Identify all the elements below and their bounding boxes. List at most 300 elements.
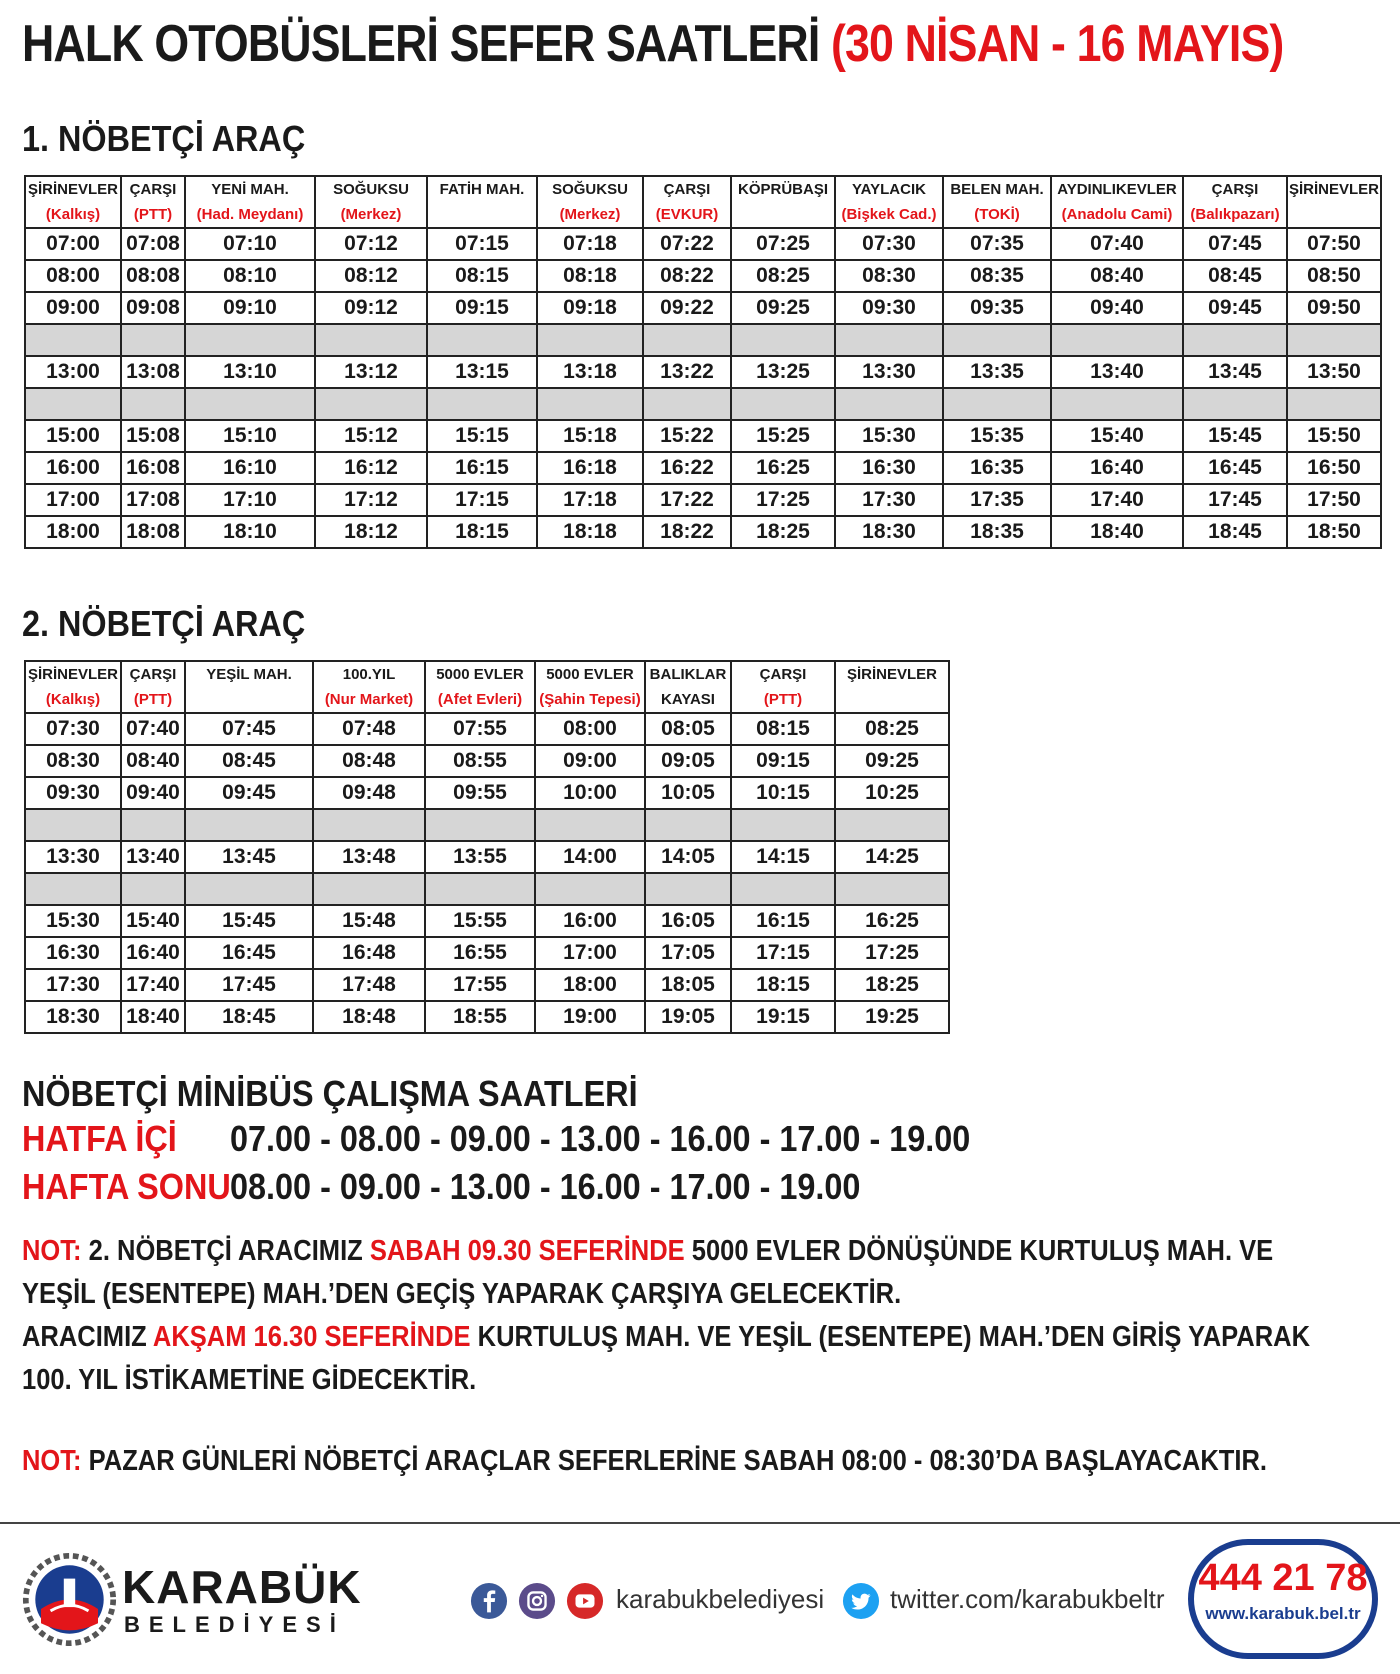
time-cell: 17:45 [185,969,313,1001]
time-cell: 13:30 [25,841,121,873]
time-cell: 09:08 [121,292,185,324]
minibus-weekend-row [22,1166,861,1208]
page-title [22,14,1283,74]
stop-subtitle: KAYASI [661,691,715,708]
empty-cell [835,388,943,420]
youtube-icon[interactable] [566,1582,604,1620]
time-cell: 19:05 [645,1001,731,1033]
time-cell: 09:15 [427,292,537,324]
time-cell: 09:00 [535,745,645,777]
column-header [1051,176,1183,228]
time-cell: 16:45 [1183,452,1287,484]
time-cell: 18:10 [185,516,315,548]
empty-cell [645,873,731,905]
stop-name: YENİ MAH. [211,181,289,198]
time-cell: 17:25 [731,484,835,516]
note-1-label: NOT: [22,1235,82,1267]
time-cell: 15:40 [1051,420,1183,452]
time-cell: 13:45 [1183,356,1287,388]
time-cell: 15:15 [427,420,537,452]
empty-cell [1287,324,1381,356]
time-cell: 09:48 [313,777,425,809]
time-cell: 15:50 [1287,420,1381,452]
stop-subtitle: (Şahin Tepesi) [539,691,641,708]
time-cell: 08:00 [25,260,121,292]
minibus-title: NÖBETÇİ MİNİBÜS ÇALIŞMA SAATLERİ [22,1073,638,1114]
time-cell: 13:08 [121,356,185,388]
time-cell: 16:18 [537,452,643,484]
time-cell: 07:48 [313,713,425,745]
empty-cell [427,388,537,420]
time-cell: 19:15 [731,1001,835,1033]
time-cell: 08:22 [643,260,731,292]
time-cell: 16:00 [535,905,645,937]
stop-name: ÇARŞI [759,666,807,683]
facebook-icon[interactable] [470,1582,508,1620]
time-cell: 13:15 [427,356,537,388]
column-header [731,661,835,713]
empty-cell [121,388,185,420]
time-cell: 16:45 [185,937,313,969]
time-cell: 16:12 [315,452,427,484]
time-cell: 18:45 [185,1001,313,1033]
municipality-logo-icon [22,1552,117,1647]
time-cell: 17:40 [1051,484,1183,516]
time-cell: 18:30 [835,516,943,548]
website-link[interactable]: www.karabuk.bel.tr [1205,1604,1361,1623]
time-cell: 14:00 [535,841,645,873]
column-header [25,176,121,228]
time-cell: 08:40 [1051,260,1183,292]
time-cell: 16:25 [731,452,835,484]
time-cell: 18:15 [731,969,835,1001]
note-2 [22,1440,1267,1483]
stop-subtitle: (PTT) [763,691,803,708]
time-cell: 07:45 [185,713,313,745]
stop-name: ŞİRİNEVLER [846,666,937,683]
time-cell: 09:30 [835,292,943,324]
stop-subtitle [732,202,834,227]
stop-name: FATİH MAH. [439,181,525,198]
empty-cell [835,809,949,841]
stop-subtitle [1288,202,1380,227]
column-header [121,661,185,713]
table-row [25,1001,949,1033]
empty-cell [121,324,185,356]
column-header [25,661,121,713]
stop-name: 5000 EVLER [436,666,524,683]
empty-cell [535,873,645,905]
empty-cell [835,324,943,356]
time-cell: 17:45 [1183,484,1287,516]
time-cell: 07:25 [731,228,835,260]
time-cell: 18:18 [537,516,643,548]
note-1-line-3-highlight: AKŞAM 16.30 SEFERİNDE [152,1321,471,1353]
time-cell: 16:10 [185,452,315,484]
time-cell: 18:40 [1051,516,1183,548]
time-cell: 15:35 [943,420,1051,452]
time-cell: 07:00 [25,228,121,260]
empty-cell [25,809,121,841]
time-cell: 15:55 [425,905,535,937]
table1-header-row [25,176,1381,228]
stop-name: ŞİRİNEVLER [1288,181,1379,198]
column-header [185,176,315,228]
empty-cell [185,809,313,841]
table-row [25,937,949,969]
time-cell: 13:12 [315,356,427,388]
time-cell: 15:08 [121,420,185,452]
column-header [943,176,1051,228]
time-cell: 16:35 [943,452,1051,484]
time-cell: 18:15 [427,516,537,548]
time-cell: 09:22 [643,292,731,324]
time-cell: 17:00 [535,937,645,969]
empty-cell [1183,324,1287,356]
table-row [25,745,949,777]
empty-cell [537,388,643,420]
time-cell: 18:45 [1183,516,1287,548]
empty-cell [643,324,731,356]
empty-cell [313,873,425,905]
separator-row [25,324,1381,356]
time-cell: 13:10 [185,356,315,388]
stop-subtitle: (Anadolu Cami) [1061,206,1173,223]
note-1-line-4: 100. YIL İSTİKAMETİNE GİDECEKTİR. [22,1364,477,1396]
weekend-label: HAFTA SONU [22,1166,231,1207]
stop-subtitle [186,687,312,712]
time-cell: 19:25 [835,1001,949,1033]
empty-cell [25,388,121,420]
column-header [835,661,949,713]
time-cell: 18:50 [1287,516,1381,548]
time-cell: 13:50 [1287,356,1381,388]
weekday-label: HATFA İÇİ [22,1118,177,1159]
time-cell: 17:48 [313,969,425,1001]
phone-badge[interactable] [1188,1539,1378,1659]
time-cell: 16:00 [25,452,121,484]
time-cell: 18:00 [535,969,645,1001]
time-cell: 15:00 [25,420,121,452]
time-cell: 08:35 [943,260,1051,292]
table-row [25,713,949,745]
time-cell: 16:50 [1287,452,1381,484]
stop-name: AYDINLIKEVLER [1057,181,1177,198]
column-header [537,176,643,228]
empty-cell [315,388,427,420]
column-header [185,661,313,713]
stop-subtitle [428,202,536,227]
stop-name: SOĞUKSU [552,181,628,198]
stop-name: ÇARŞI [129,181,177,198]
stop-subtitle: (Afet Evleri) [437,691,523,708]
weekday-times: 07.00 - 08.00 - 09.00 - 13.00 - 16.00 - 17.00 - 19.00 [230,1118,971,1159]
time-cell: 10:25 [835,777,949,809]
time-cell: 08:50 [1287,260,1381,292]
schedule-table-1 [24,175,1382,549]
time-cell: 07:30 [25,713,121,745]
time-cell: 08:15 [731,713,835,745]
time-cell: 09:45 [185,777,313,809]
footer [0,1524,1400,1674]
empty-cell [25,324,121,356]
time-cell: 16:15 [731,905,835,937]
time-cell: 15:45 [185,905,313,937]
table-row [25,484,1381,516]
time-cell: 16:05 [645,905,731,937]
social-handle[interactable]: karabukbelediyesi [616,1584,825,1614]
time-cell: 18:25 [731,516,835,548]
time-cell: 18:30 [25,1001,121,1033]
empty-cell [835,873,949,905]
time-cell: 09:25 [835,745,949,777]
time-cell: 17:10 [185,484,315,516]
brand-subtitle: BELEDİYESİ [124,1612,345,1637]
stop-name: ÇARŞI [129,666,177,683]
time-cell: 15:48 [313,905,425,937]
empty-cell [185,873,313,905]
stop-name: 5000 EVLER [546,666,634,683]
empty-cell [731,324,835,356]
time-cell: 08:10 [185,260,315,292]
title-date-range: (30 NİSAN - 16 MAYIS) [830,15,1284,73]
note-1 [22,1230,1310,1402]
separator-row [25,873,949,905]
time-cell: 15:10 [185,420,315,452]
stop-name: BALIKLAR [649,666,727,683]
time-cell: 18:22 [643,516,731,548]
time-cell: 17:25 [835,937,949,969]
time-cell: 15:25 [731,420,835,452]
stop-subtitle: (Merkez) [559,206,621,223]
column-header [425,661,535,713]
empty-cell [425,809,535,841]
stop-name: 100.YIL [342,666,396,683]
empty-cell [1287,388,1381,420]
time-cell: 13:35 [943,356,1051,388]
phone-number: 444 21 78 [1198,1557,1368,1599]
time-cell: 08:05 [645,713,731,745]
minibus-weekday-row [22,1118,971,1160]
time-cell: 18:05 [645,969,731,1001]
time-cell: 07:15 [427,228,537,260]
time-cell: 07:08 [121,228,185,260]
time-cell: 09:40 [1051,292,1183,324]
time-cell: 18:00 [25,516,121,548]
empty-cell [535,809,645,841]
empty-cell [643,388,731,420]
empty-cell [731,873,835,905]
time-cell: 08:30 [835,260,943,292]
column-header [313,661,425,713]
time-cell: 09:10 [185,292,315,324]
time-cell: 18:25 [835,969,949,1001]
empty-cell [185,388,315,420]
time-cell: 17:35 [943,484,1051,516]
table-row [25,841,949,873]
time-cell: 17:30 [25,969,121,1001]
stop-name: YEŞİL MAH. [206,666,292,683]
weekend-times: 08.00 - 09.00 - 13.00 - 16.00 - 17.00 - 19.00 [230,1166,861,1207]
time-cell: 16:30 [835,452,943,484]
stop-subtitle: (TOKİ) [974,206,1020,223]
time-cell: 18:48 [313,1001,425,1033]
empty-cell [25,873,121,905]
time-cell: 15:12 [315,420,427,452]
column-header [535,661,645,713]
time-cell: 09:00 [25,292,121,324]
time-cell: 09:40 [121,777,185,809]
time-cell: 07:35 [943,228,1051,260]
table-row [25,420,1381,452]
time-cell: 15:40 [121,905,185,937]
time-cell: 14:25 [835,841,949,873]
time-cell: 08:00 [535,713,645,745]
column-header [645,661,731,713]
time-cell: 15:30 [835,420,943,452]
time-cell: 08:25 [835,713,949,745]
time-cell: 15:22 [643,420,731,452]
table2-title: 2. NÖBETÇİ ARAÇ [22,603,306,644]
table-row [25,228,1381,260]
time-cell: 07:55 [425,713,535,745]
time-cell: 13:40 [1051,356,1183,388]
time-cell: 09:05 [645,745,731,777]
table-row [25,516,1381,548]
time-cell: 14:05 [645,841,731,873]
time-cell: 13:48 [313,841,425,873]
time-cell: 08:45 [185,745,313,777]
time-cell: 16:15 [427,452,537,484]
time-cell: 16:40 [1051,452,1183,484]
time-cell: 18:55 [425,1001,535,1033]
title-main: HALK OTOBÜSLERİ SEFER SAATLERİ [22,15,820,73]
time-cell: 07:50 [1287,228,1381,260]
empty-cell [185,324,315,356]
twitter-icon[interactable] [842,1582,880,1620]
note-1-text-a: 2. NÖBETÇİ ARACIMIZ [81,1235,370,1267]
empty-cell [943,388,1051,420]
time-cell: 17:00 [25,484,121,516]
table-row [25,260,1381,292]
time-cell: 17:18 [537,484,643,516]
brand-name: KARABÜK [122,1561,362,1613]
time-cell: 09:35 [943,292,1051,324]
schedule-table-2 [24,660,950,1034]
time-cell: 08:40 [121,745,185,777]
time-cell: 08:25 [731,260,835,292]
table2-header-row [25,661,949,713]
time-cell: 09:12 [315,292,427,324]
time-cell: 08:30 [25,745,121,777]
time-cell: 16:08 [121,452,185,484]
column-header [1183,176,1287,228]
time-cell: 17:15 [427,484,537,516]
empty-cell [645,809,731,841]
time-cell: 16:48 [313,937,425,969]
stop-subtitle: (Bişkek Cad.) [841,206,937,223]
time-cell: 16:25 [835,905,949,937]
instagram-icon[interactable] [518,1582,556,1620]
empty-cell [315,324,427,356]
time-cell: 17:08 [121,484,185,516]
time-cell: 13:55 [425,841,535,873]
time-cell: 07:45 [1183,228,1287,260]
time-cell: 08:15 [427,260,537,292]
time-cell: 09:18 [537,292,643,324]
time-cell: 18:40 [121,1001,185,1033]
stop-name: BELEN MAH. [950,181,1044,198]
stop-name: SOĞUKSU [333,181,409,198]
column-header [643,176,731,228]
time-cell: 08:45 [1183,260,1287,292]
time-cell: 15:45 [1183,420,1287,452]
time-cell: 08:48 [313,745,425,777]
empty-cell [731,809,835,841]
time-cell: 17:30 [835,484,943,516]
stop-subtitle: (PTT) [133,691,173,708]
table-row [25,905,949,937]
time-cell: 13:40 [121,841,185,873]
empty-cell [427,324,537,356]
time-cell: 16:30 [25,937,121,969]
time-cell: 18:12 [315,516,427,548]
table-row [25,452,1381,484]
time-cell: 17:15 [731,937,835,969]
table-row [25,356,1381,388]
note-2-text: PAZAR GÜNLERİ NÖBETÇİ ARAÇLAR SEFERLERİNE SABAH 08:00 - 08:30’DA BAŞLAYACAKTIR. [81,1445,1267,1477]
time-cell: 13:25 [731,356,835,388]
stop-subtitle: (Merkez) [340,206,402,223]
stop-subtitle: (Balıkpazarı) [1190,206,1280,223]
time-cell: 15:18 [537,420,643,452]
empty-cell [1051,324,1183,356]
empty-cell [425,873,535,905]
time-cell: 07:12 [315,228,427,260]
time-cell: 09:25 [731,292,835,324]
time-cell: 10:15 [731,777,835,809]
column-header [1287,176,1381,228]
time-cell: 08:08 [121,260,185,292]
note-1-line-3-a: ARACIMIZ [22,1321,153,1353]
note-2-label: NOT: [22,1445,82,1477]
time-cell: 17:05 [645,937,731,969]
separator-row [25,809,949,841]
stop-subtitle [836,687,948,712]
time-cell: 17:12 [315,484,427,516]
table-row [25,777,949,809]
stop-subtitle: (EVKUR) [655,206,719,223]
time-cell: 07:22 [643,228,731,260]
time-cell: 09:50 [1287,292,1381,324]
table-row [25,969,949,1001]
note-1-line-2: YEŞİL (ESENTEPE) MAH.’DEN GEÇİŞ YAPARAK ÇARŞIYA GELECEKTİR. [22,1278,902,1310]
stop-subtitle: (Nur Market) [324,691,414,708]
column-header [835,176,943,228]
empty-cell [537,324,643,356]
time-cell: 07:10 [185,228,315,260]
note-1-highlight: SABAH 09.30 SEFERİNDE [369,1235,685,1267]
time-cell: 09:45 [1183,292,1287,324]
time-cell: 16:55 [425,937,535,969]
time-cell: 07:30 [835,228,943,260]
time-cell: 07:40 [1051,228,1183,260]
time-cell: 10:05 [645,777,731,809]
twitter-handle[interactable]: twitter.com/karabukbeltr [890,1584,1165,1614]
empty-cell [313,809,425,841]
time-cell: 17:22 [643,484,731,516]
time-cell: 08:12 [315,260,427,292]
